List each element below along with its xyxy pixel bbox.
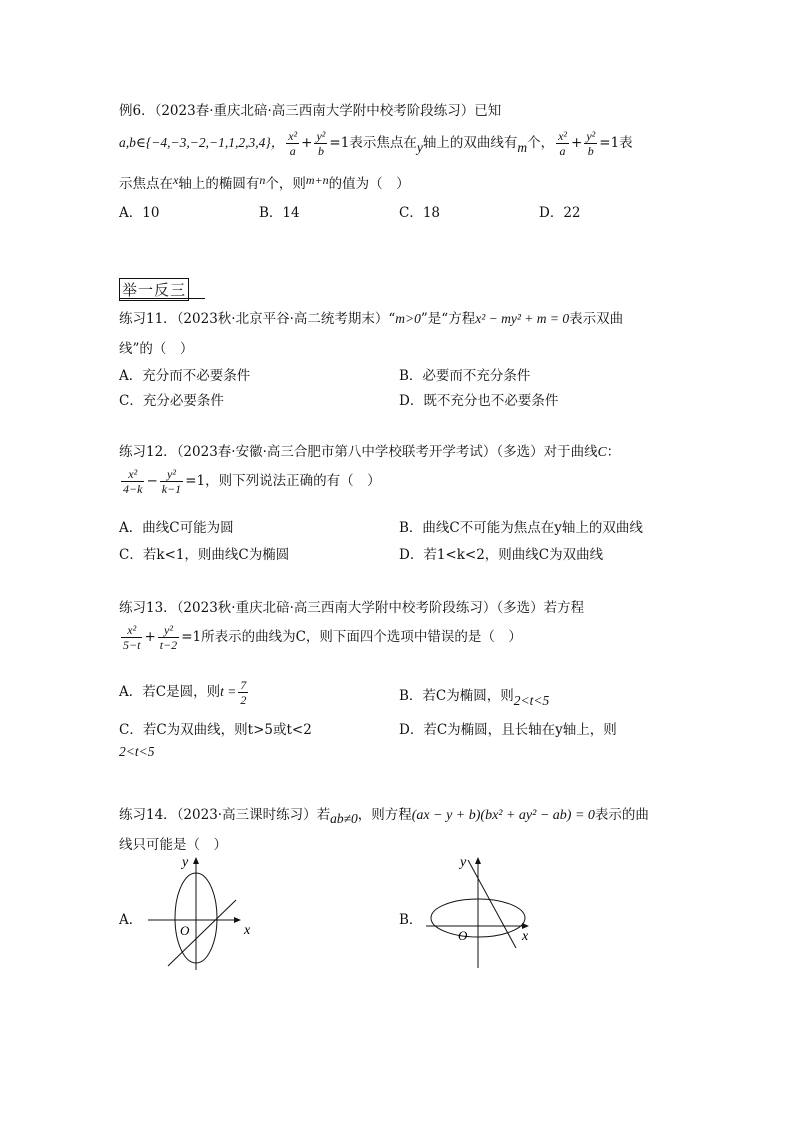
ex12-text-b: =1，则下列说法正确的有（ ） <box>185 473 381 489</box>
var-m: m <box>517 140 528 155</box>
ex12-fraction-1: $\frac{\text{x²}}{4-k}$ <box>123 467 143 496</box>
origin-label: O <box>180 923 190 938</box>
ex13-option-b <box>399 684 550 708</box>
ex14-figure-a <box>140 848 265 973</box>
ex13-fraction-1: $\frac{\text{x²}}{5-t}$ <box>123 623 141 652</box>
example6-text3: 个， <box>527 135 555 151</box>
x-axis-label: x <box>244 923 251 938</box>
ex14-condition: ab≠0 <box>330 811 358 826</box>
ex13-option-a <box>119 677 250 707</box>
ex11-option-b: B．必要而不充分条件 <box>399 368 531 384</box>
ex12-text-a: （2023春·安徽·高三合肥市第八中学校联考开学考试）（多选）对于曲线 <box>176 444 598 460</box>
var-n: n <box>259 173 266 187</box>
example6-text4: =1表 <box>599 135 633 151</box>
example6-line3-c: 个，则 <box>265 176 306 192</box>
fraction-y2-over-b-2: $\frac{\text{y²}}{b}$ <box>586 129 596 158</box>
ex13-option-d-line2: 2<t<5 <box>119 744 155 759</box>
ex14-text-b: ，则方程 <box>357 807 412 823</box>
origin-label: O <box>458 928 468 943</box>
ex14-prefix: 练习14． <box>119 807 177 823</box>
ex14-text-c: 表示的曲 <box>594 807 649 823</box>
y-axis-label: y <box>182 855 189 870</box>
ex11-line1 <box>119 307 623 327</box>
ex11-equation: x² − my² + m = 0 <box>475 311 570 326</box>
example6-line1 <box>119 99 501 119</box>
ex13-option-b-text: B．若C为椭圆，则 <box>399 688 514 704</box>
x-axis-label: x <box>522 929 529 944</box>
var-y: y <box>416 140 423 155</box>
ex11-condition: m>0 <box>395 311 421 326</box>
ex13-option-b-expr: 2<t<5 <box>513 693 550 708</box>
example6-option-a: A．10 <box>119 205 160 221</box>
example6-option-b: B．14 <box>259 205 300 221</box>
example6-set: a,b∈{−4,−3,−2,−1,1,2,3,4}， <box>119 135 285 150</box>
ex14-figure-a-label: A． <box>119 912 143 928</box>
expr-m-plus-n: m+n <box>305 173 329 187</box>
ex11-option-c: C．充分必要条件 <box>119 393 224 409</box>
example6-option-c: C．18 <box>399 205 441 221</box>
ex13-text-a: （2023秋·重庆北碚·高三西南大学附中校考阶段练习）（多选）若方程 <box>176 600 585 616</box>
ex11-text-a: （2023秋·北京平谷·高二统考期末）“ <box>176 311 396 327</box>
ex12-option-d: D．若1<k<2，则曲线C为双曲线 <box>399 547 604 563</box>
example6-line3-a: 示焦点在 <box>119 176 173 192</box>
fraction-x2-over-a: $\frac{\text{x²}}{a}$ <box>288 129 298 158</box>
ex12-line1 <box>119 440 620 460</box>
line <box>168 900 236 966</box>
section-heading: 举一反三 <box>119 278 189 301</box>
ex14-line1 <box>119 803 649 824</box>
ex13-option-a-var: t = <box>220 684 237 699</box>
ex13-line1 <box>119 596 584 616</box>
example6-prefix: 例6． <box>119 103 155 119</box>
ex11-option-a: A．充分而不必要条件 <box>119 368 251 384</box>
heading-underline <box>119 298 205 299</box>
ex12-option-b: B．曲线C不可能为焦点在y轴上的双曲线 <box>399 520 643 536</box>
example6-line3-d: 的值为（ ） <box>328 176 410 192</box>
ex11-text-c: 表示双曲 <box>569 311 624 327</box>
ex14-figure-b-label: B． <box>399 912 423 928</box>
ex13-option-a-text: A．若C是圆，则 <box>119 684 221 700</box>
example6-option-d: D．22 <box>539 205 581 221</box>
ex13-plus: + <box>144 629 156 645</box>
ex13-line2 <box>119 621 522 653</box>
example6-text1: =1表示焦点在 <box>329 135 417 151</box>
ex12-var-c: C <box>597 444 607 459</box>
ex14-equation: (ax − y + b)(bx² + ay² − ab) = 0 <box>411 808 595 823</box>
ex11-text-b: ”是“方程 <box>420 311 476 327</box>
ex14-line2: 线只可能是（ ） <box>119 837 227 853</box>
ex12-minus: − <box>146 473 158 489</box>
ex13-prefix: 练习13． <box>119 600 177 616</box>
ex11-prefix: 练习11． <box>119 311 177 327</box>
ex11-line2: 线”的（ ） <box>119 341 194 357</box>
ex12-colon: ： <box>606 444 621 460</box>
ex11-option-d: D．既不充分也不必要条件 <box>399 393 559 409</box>
ex14-figure-b <box>420 848 545 973</box>
ex12-prefix: 练习12． <box>119 444 177 460</box>
example6-line3 <box>119 172 410 192</box>
ex13-fraction-2: $\frac{\text{y²}}{t-2}$ <box>159 623 178 652</box>
example6-source: （2023春·重庆北碚·高三西南大学附中校考阶段练习）已知 <box>154 103 502 119</box>
ex13-fraction-7-2: $\frac{7}{2}$ <box>240 678 247 707</box>
ex12-option-c: C．若k<1，则曲线C为椭圆 <box>119 547 290 563</box>
example6-line2: a,b∈{−4,−3,−2,−1,1,2,3,4}， $\frac{\text{x²}}{a}$ + $\frac{\text{y²}}{b}$ =1表示焦点在y轴上的双曲线有m个， $\frac{\text{x²}}{a}$ + $\frac{\text{y²}}{b}$ =1表 <box>119 129 633 158</box>
ex13-option-c: C．若C为双曲线，则t>5或t<2 <box>119 722 312 738</box>
ex12-fraction-2: $\frac{\text{y²}}{k-1}$ <box>161 467 182 496</box>
ex12-option-a: A．曲线C可能为圆 <box>119 520 234 536</box>
example6-text2: 轴上的双曲线有 <box>422 135 518 151</box>
y-axis-label: y <box>460 855 467 870</box>
ex14-text-a: （2023·高三课时练习）若 <box>176 807 331 823</box>
fraction-x2-over-a-2: $\frac{\text{x²}}{a}$ <box>558 129 568 158</box>
fraction-y2-over-b: $\frac{\text{y²}}{b}$ <box>316 129 326 158</box>
var-x: x <box>173 173 179 187</box>
example6-line3-b: 轴上的椭圆有 <box>178 176 260 192</box>
ex12-line2 <box>119 465 381 497</box>
ex13-text-b: =1所表示的曲线为C，则下面四个选项中错误的是（ ） <box>181 629 522 645</box>
ex13-option-d: D．若C为椭圆，且长轴在y轴上，则 <box>399 722 617 738</box>
